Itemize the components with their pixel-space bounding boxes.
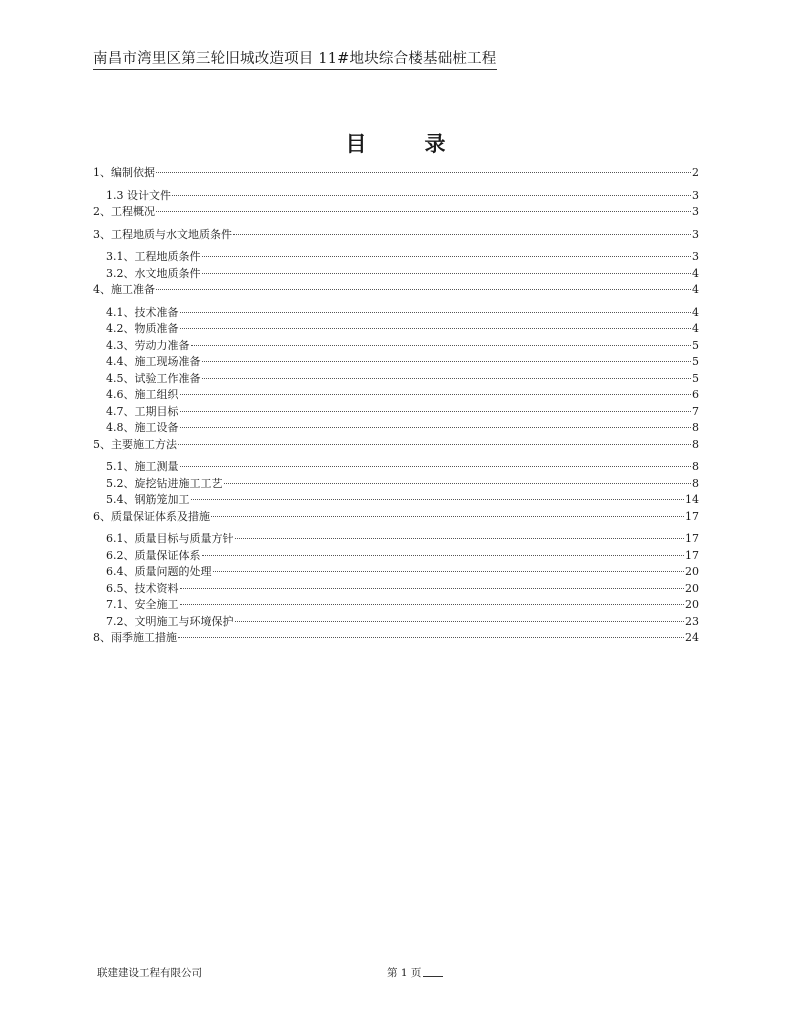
toc-entry-page: 5 xyxy=(692,355,699,368)
toc-entry-title: 7.2、文明施工与环境保护 xyxy=(106,614,234,628)
dot-leader xyxy=(213,571,685,572)
dot-leader xyxy=(202,555,685,556)
dot-leader xyxy=(180,466,692,467)
dot-leader xyxy=(202,378,692,379)
dot-leader xyxy=(211,516,684,517)
toc-entry[interactable] xyxy=(93,404,699,421)
toc-entry[interactable] xyxy=(93,437,699,454)
toc-entry[interactable] xyxy=(93,249,699,266)
toc-entry-title: 3、工程地质与水文地质条件 xyxy=(93,227,232,241)
toc-entry[interactable] xyxy=(93,188,699,205)
toc-entry-page: 4 xyxy=(692,283,699,296)
toc-entry[interactable] xyxy=(93,266,699,283)
toc-entry[interactable] xyxy=(93,531,699,548)
dot-leader xyxy=(235,621,685,622)
toc-entry[interactable] xyxy=(93,387,699,404)
toc-entry-title: 4.2、物质准备 xyxy=(106,322,179,335)
toc-entry-title: 3.2、水文地质条件 xyxy=(106,266,201,280)
dot-leader xyxy=(180,411,692,412)
dot-leader xyxy=(233,234,691,235)
toc-entry-title: 5、主要施工方法 xyxy=(93,437,177,451)
toc-entry-page: 23 xyxy=(685,614,699,628)
toc-entry[interactable] xyxy=(93,204,699,221)
toc-entry-title: 5.4、钢筋笼加工 xyxy=(106,493,190,506)
toc-entry-title: 6.2、质量保证体系 xyxy=(106,548,201,562)
toc-entry-page: 4 xyxy=(692,266,699,280)
toc-entry[interactable] xyxy=(93,371,699,388)
toc-entry[interactable] xyxy=(93,282,699,299)
toc-entry-title: 1.3 设计文件 xyxy=(106,188,171,202)
toc-heading-char-2: 录 xyxy=(424,132,446,156)
dot-leader xyxy=(156,211,691,212)
toc-entry-title: 3.1、工程地质条件 xyxy=(106,250,201,263)
toc-entry-title: 6.4、质量问题的处理 xyxy=(106,565,212,578)
footer-page-number xyxy=(387,965,443,980)
toc-entry-page: 3 xyxy=(692,205,699,218)
dot-leader xyxy=(180,394,692,395)
toc-entry-title: 4、施工准备 xyxy=(93,283,155,296)
toc-entry-page: 3 xyxy=(692,250,699,263)
toc-entry[interactable] xyxy=(93,305,699,322)
toc-entry-page: 20 xyxy=(685,598,699,611)
toc-entry-page: 20 xyxy=(685,565,699,578)
toc-entry[interactable] xyxy=(93,420,699,437)
dot-leader xyxy=(156,289,691,290)
toc-entry-title: 6、质量保证体系及措施 xyxy=(93,509,210,523)
toc-entry-page: 3 xyxy=(692,227,699,241)
toc-entry-page: 3 xyxy=(692,188,699,202)
toc-entry-page: 14 xyxy=(685,493,699,506)
dot-leader xyxy=(178,444,691,445)
dot-leader xyxy=(180,427,692,428)
dot-leader xyxy=(224,483,692,484)
toc-entry[interactable] xyxy=(93,581,699,598)
footer-page-label: 第 1 页 xyxy=(387,967,422,979)
toc-entry-page: 5 xyxy=(692,371,699,385)
dot-leader xyxy=(180,604,685,605)
toc-entry[interactable] xyxy=(93,509,699,526)
toc-entry[interactable] xyxy=(93,354,699,371)
toc-entry-title: 6.1、质量目标与质量方针 xyxy=(106,532,234,545)
toc-entry-page: 8 xyxy=(692,437,699,451)
toc-entry-page: 20 xyxy=(685,581,699,595)
toc-entry-title: 8、雨季施工措施 xyxy=(93,631,177,644)
toc-entry-page: 2 xyxy=(692,166,699,179)
toc-heading xyxy=(0,128,791,158)
dot-leader xyxy=(235,538,685,539)
dot-leader xyxy=(156,172,691,173)
dot-leader xyxy=(202,273,692,274)
toc-entry-title: 1、编制依据 xyxy=(93,166,155,179)
toc-entry-title: 4.6、施工组织 xyxy=(106,388,179,401)
dot-leader xyxy=(202,361,692,362)
toc-entry[interactable] xyxy=(93,459,699,476)
footer-blank-underline xyxy=(423,976,443,977)
toc-entry[interactable] xyxy=(93,165,699,182)
toc-heading-char-1: 目 xyxy=(345,132,367,156)
dot-leader xyxy=(172,195,691,196)
toc-entry-page: 17 xyxy=(685,509,699,523)
toc-entry-page: 24 xyxy=(685,631,699,644)
toc-entry-title: 4.3、劳动力准备 xyxy=(106,338,190,352)
toc-entry-page: 6 xyxy=(692,388,699,401)
toc-entry-page: 5 xyxy=(692,338,699,352)
toc-entry[interactable] xyxy=(93,227,699,244)
toc-entry-page: 8 xyxy=(692,460,699,473)
toc-entry-title: 5.1、施工测量 xyxy=(106,460,179,473)
toc-entry-page: 8 xyxy=(692,476,699,490)
toc-entry-page: 7 xyxy=(692,404,699,418)
dot-leader xyxy=(191,499,685,500)
dot-leader xyxy=(180,588,685,589)
toc-entry[interactable] xyxy=(93,492,699,509)
toc-entry-title: 5.2、旋挖钻进施工工艺 xyxy=(106,476,223,490)
footer-company-name: 联建建设工程有限公司 xyxy=(97,967,202,979)
toc-entry[interactable] xyxy=(93,614,699,631)
toc-entry-page: 17 xyxy=(685,532,699,545)
dot-leader xyxy=(180,328,692,329)
toc-entry-title: 2、工程概况 xyxy=(93,205,155,218)
document-header-title: 南昌市湾里区第三轮旧城改造项目 11#地块综合楼基础桩工程 xyxy=(93,47,497,70)
toc-entry[interactable] xyxy=(93,597,699,614)
toc-entry[interactable] xyxy=(93,548,699,565)
toc-entry-page: 17 xyxy=(685,548,699,562)
dot-leader xyxy=(202,256,692,257)
toc-entry-title: 4.7、工期目标 xyxy=(106,404,179,418)
toc-entry[interactable] xyxy=(93,564,699,581)
toc-entry-title: 4.4、施工现场准备 xyxy=(106,355,201,368)
toc-entry-title: 4.1、技术准备 xyxy=(106,305,179,319)
toc-entry-title: 7.1、安全施工 xyxy=(106,598,179,611)
toc-entry-page: 8 xyxy=(692,421,699,434)
toc-entry-title: 6.5、技术资料 xyxy=(106,581,179,595)
toc-entry-page: 4 xyxy=(692,305,699,319)
toc-entry-title: 4.5、试验工作准备 xyxy=(106,371,201,385)
toc-entry[interactable] xyxy=(93,630,699,647)
toc-entry[interactable] xyxy=(93,321,699,338)
table-of-contents xyxy=(93,165,699,647)
dot-leader xyxy=(191,345,692,346)
dot-leader xyxy=(180,312,692,313)
toc-entry-title: 4.8、施工设备 xyxy=(106,421,179,434)
toc-entry[interactable] xyxy=(93,476,699,493)
toc-entry[interactable] xyxy=(93,338,699,355)
dot-leader xyxy=(178,637,684,638)
toc-entry-page: 4 xyxy=(692,322,699,335)
